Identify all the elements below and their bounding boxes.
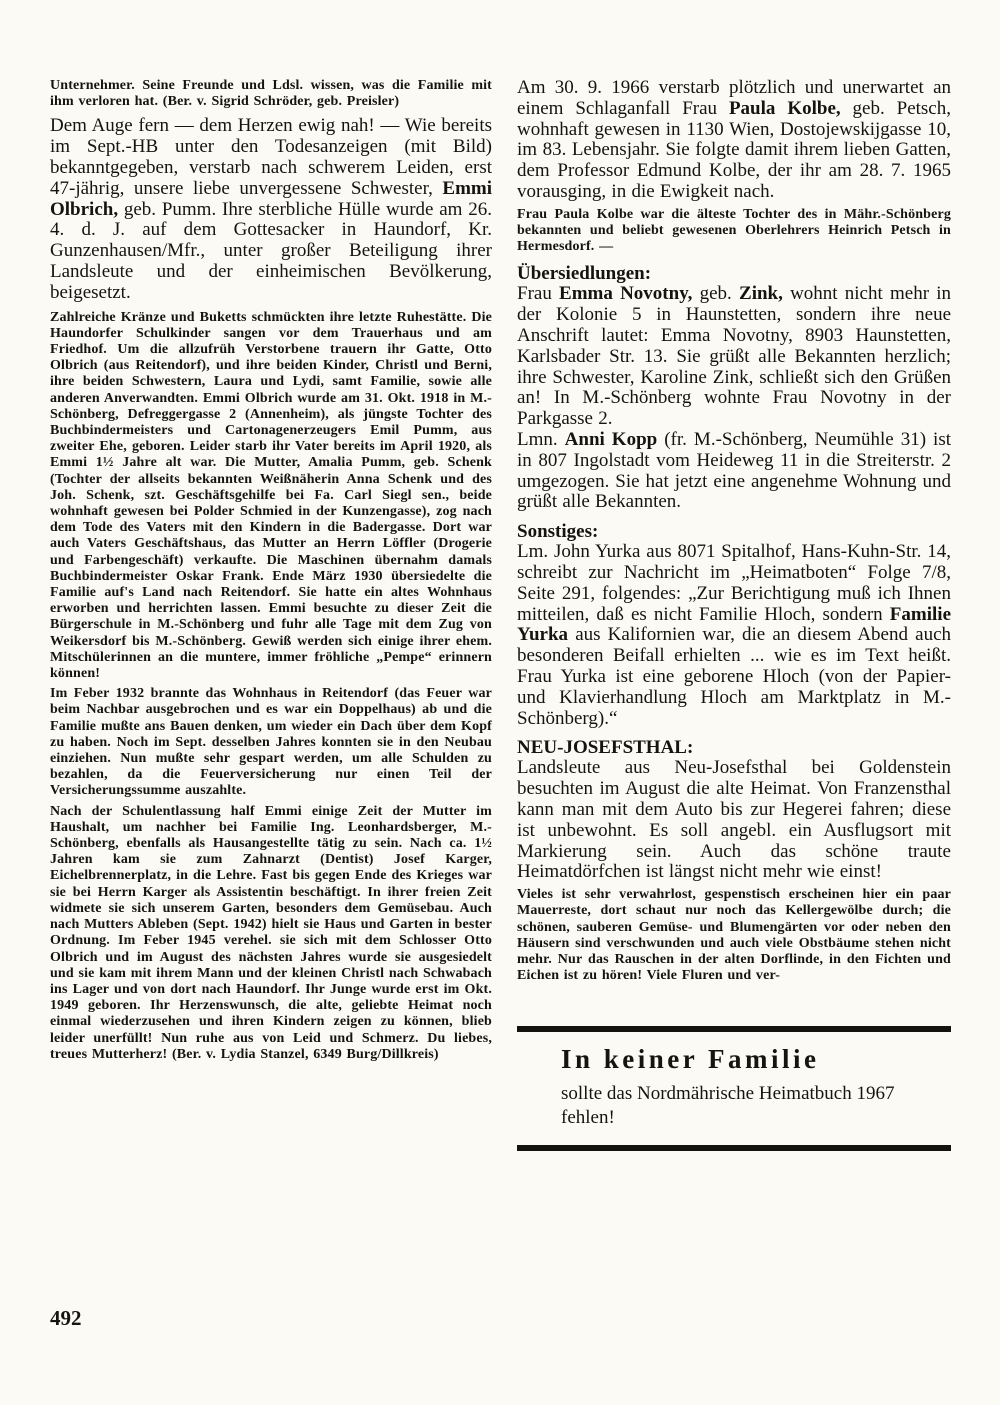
carryover-paragraph: Unternehmer. Seine Freunde und Ldsl. wissen, was die Familie mit ihm verloren hat. (Ber. v. Sigrid Schröder, geb. Preisler) xyxy=(50,78,492,110)
kolbe-obituary-paragraph: Am 30. 9. 1966 verstarb plötzlich und unerwartet an einem Schlaganfall Frau Paula Kolbe, geb. Petsch, wohnhaft gewesen in 1130 Wien, Dostojewskijgasse 10, im 83. Lebensjahr. Sie folgte damit ihrem lieben Gatten, dem Professor Edmund Kolbe, der ihr am 28. 7. 1965 vorausging, in die Ewigkeit nach. xyxy=(517,77,951,202)
novotny-paragraph: Frau Emma Novotny, geb. Zink, wohnt nicht mehr in der Kolonie 5 in Haunstetten, sondern ihre neue Anschrift lautet: Emma Novotny, 8903 Haunstetten, Karlsbader Str. 13. Sie grüßt alle Bekannten herzlich; ihre Schwester, Karoline Zink, schließt sich den Grüßen an! In M.-Schönberg wohnte Frau Novotny in der Parkgasse 2. xyxy=(517,283,952,430)
josefsthal-paragraph: Landsleute aus Neu-Josefsthal bei Goldenstein besuchten im August die alte Heimat. Von Franzensthal kann man mit dem Auto bis zur Hegerei fahren; diese ist unbewohnt. Es soll angebl. ein Ausflugsort mit Markierung sein. Auch das schöne traute Heimatdörfchen ist längst nicht mehr wie einst! xyxy=(517,757,951,883)
left-column xyxy=(50,78,492,1063)
obituary-details-block xyxy=(50,310,492,1063)
heimatbuch-ad-box xyxy=(517,1026,951,1151)
obituary-details-paragraph-1: Zahlreiche Kränze und Buketts schmückten ihre letzte Ruhestätte. Die Haundorfer Schulkinder sangen vor dem Trauerhaus und am Friedhof. Um die allzufrüh Verstorbene trauern ihr Gatte, Otto Olbrich (aus Reitendorf), und ihre beiden Kinder, Christl und Berni, ihre beiden Schwestern, Laura und Lydi, samt Familie, sowie alle anderen Anverwandten. Emmi Olbrich wurde am 31. Okt. 1918 in M.-Schönberg, Defreggergasse 2 (Annenheim), als jüngste Tochter des Buchbindermeisters und Cartonagenerzeugers Emil Pumm, aus zweiter Ehe, geboren. Leider starb ihr Vater bereits im April 1920, als Emmi 1½ Jahre alt war. Die Mutter, Amalia Pumm, geb. Schenk (Tochter der allseits bekannten Weißnäherin Anna Schenk und des Joh. Schenk, szt. Geschäftsgehilfe bei Fa. Carl Siegl sen., beide wohnhaft gewesen bei Polder Schmied in der Kunzengasse), zog nach dem Tode des Vaters mit den Kindern in die Badergasse. Dort war auch Vaters Geschäftshaus, das Mutter an Herrn Löffler (Drogerie und Farbengeschäft) verkaufte. Die Maschinen übernahm damals Buchbindermeister Oskar Frank. Ende März 1930 übersiedelte die Familie auf's Land nach Reitendorf. Sie hatte ein altes Wohnhaus erworben und herrichten lassen. Emmi besuchte zu dieser Zeit die Bürgerschule in M.-Schönberg und fuhr alle Tage mit dem Zug von Weikersdorf bis M.-Schönberg. Gewiß werden sich einige ihrer ehem. Mitschülerinnen an die muntere, immer fröhliche „Pempe“ erinnern können! xyxy=(50,309,492,682)
obituary-olbrich-paragraph: Dem Auge fern — dem Herzen ewig nah! — Wie bereits im Sept.-HB unter den Todesanzeigen (mit Bild) bekanntgegeben, verstarb nach schwerem Leiden, erst 47-jährig, unsere liebe unvergessene Schwester, Emmi Olbrich, geb. Pumm. Ihre sterbliche Hülle wurde am 26. 4. d. J. auf dem Gottesacker in Haundorf, Kr. Gunzenhausen/Mfr., unter großer Beteiligung ihrer Landsleute und der einheimischen Bevölkerung, beigesetzt. xyxy=(50,115,492,303)
obituary-details-paragraph-3: Nach der Schulentlassung half Emmi einige Zeit der Mutter im Haushalt, um nachher bei Familie Ing. Leonhardsberger, M.-Schönberg, ebenfalls als Hausangestellte tätig zu sein. Nach ca. 1½ Jahren kam sie zum Zahnarzt (Dentist) Josef Karger, Eichelbrennerplatz, in die Lehre. Fast bis gegen Ende des Krieges war sie bei Herrn Karger als Assistentin beschäftigt. In ihrer freien Zeit widmete sie sich unserem Garten, besonders dem Gemüsebau. Auch nach Mutters Ableben (Sept. 1942) hielt sie Haus und Garten in bester Ordnung. Im Feber 1945 verehel. sie sich mit dem Schlosser Otto Olbrich und im August des nächsten Jahres wurde sie ausgesiedelt und sie kam mit ihrem Mann und der kleinen Christl nach Schwabach ins Lager und von dort nach Haundorf. Ihr Junge wurde erst im Okt. 1949 geboren. Ihr Herzenswunsch, die alte, geliebte Heimat noch einmal wiederzusehen und ihren Kindern zeigen zu können, blieb leider unerfüllt! Nun ruhe aus von Leid und Schmerz. Du liebes, treues Mutterherz! (Ber. v. Lydia Stanzel, 6349 Burg/Dillkreis) xyxy=(50,803,492,1062)
ad-body: sollte das Nordmährische Heimatbuch 1967 fehlen! xyxy=(561,1083,895,1128)
yurka-paragraph: Lm. John Yurka aus 8071 Spitalhof, Hans-Kuhn-Str. 14, schreibt zur Nachricht im „Heimatboten“ Folge 7/8, Seite 291, folgendes: „Zur Berichtigung muß ich Ihnen mitteilen, daß es nicht Familie Hloch, sondern Familie Yurka aus Kalifornien war, die an diesem Abend auch besonderen Beifall erhielten ... wie es im Text heißt. Frau Yurka ist eine geborene Hloch (von der Papier- und Klavierhandlung Hloch am Marktplatz in M.-Schönberg).“ xyxy=(517,541,951,729)
right-column xyxy=(517,78,951,1151)
josefsthal-small-paragraph: Vieles ist sehr verwahrlost, gespenstisch erscheinen hier ein paar Mauerreste, dort schaut nur noch das Kellergewölbe durch; die schönen, sauberen Gemüse- und Blumengärten vor oder neben den Häusern sind verschwunden und auch viele Obstbäume stehen nicht mehr. Nur das Rauschen in der alten Dorflinde, in den Fichten und Eichen ist zu hören! Viele Fluren und ver- xyxy=(517,887,951,984)
section-heading-uebersiedlungen: Übersiedlungen: xyxy=(517,263,652,285)
section-heading-neu-josefsthal: NEU-JOSEFSTHAL: xyxy=(517,737,694,759)
kolbe-note-paragraph: Frau Paula Kolbe war die älteste Tochter des in Mähr.-Schönberg bekannten und beliebt gewesenen Oberlehrers Heinrich Petsch in Hermesdorf. — xyxy=(517,206,951,255)
ad-title: In keiner Familie xyxy=(561,1044,820,1075)
obituary-details-paragraph-2: Im Feber 1932 brannte das Wohnhaus in Reitendorf (das Feuer war beim Nachbar ausgebrochen und es war ein Doppelhaus) ab und die Familie mußte ans Bauen denken, um wieder ein Dach über dem Kopf zu haben. Noch im Sept. desselben Jahres konnten sie in den Neubau einziehen. Nun mußte sehr gespart werden, um alle Schulden zu bezahlen, da die Feuerversicherung nur einen Teil der Versicherungssumme auszahlte. xyxy=(50,686,492,799)
kopp-paragraph: Lmn. Anni Kopp (fr. M.-Schönberg, Neumühle 31) ist in 807 Ingolstadt vom Heideweg 11 in die Streiterstr. 2 umgezogen. Sie hat jetzt eine angenehme Wohnung und grüßt alle Bekannten. xyxy=(517,428,952,513)
page-number: 492 xyxy=(50,1306,82,1330)
section-heading-sonstiges: Sonstiges: xyxy=(517,521,599,543)
